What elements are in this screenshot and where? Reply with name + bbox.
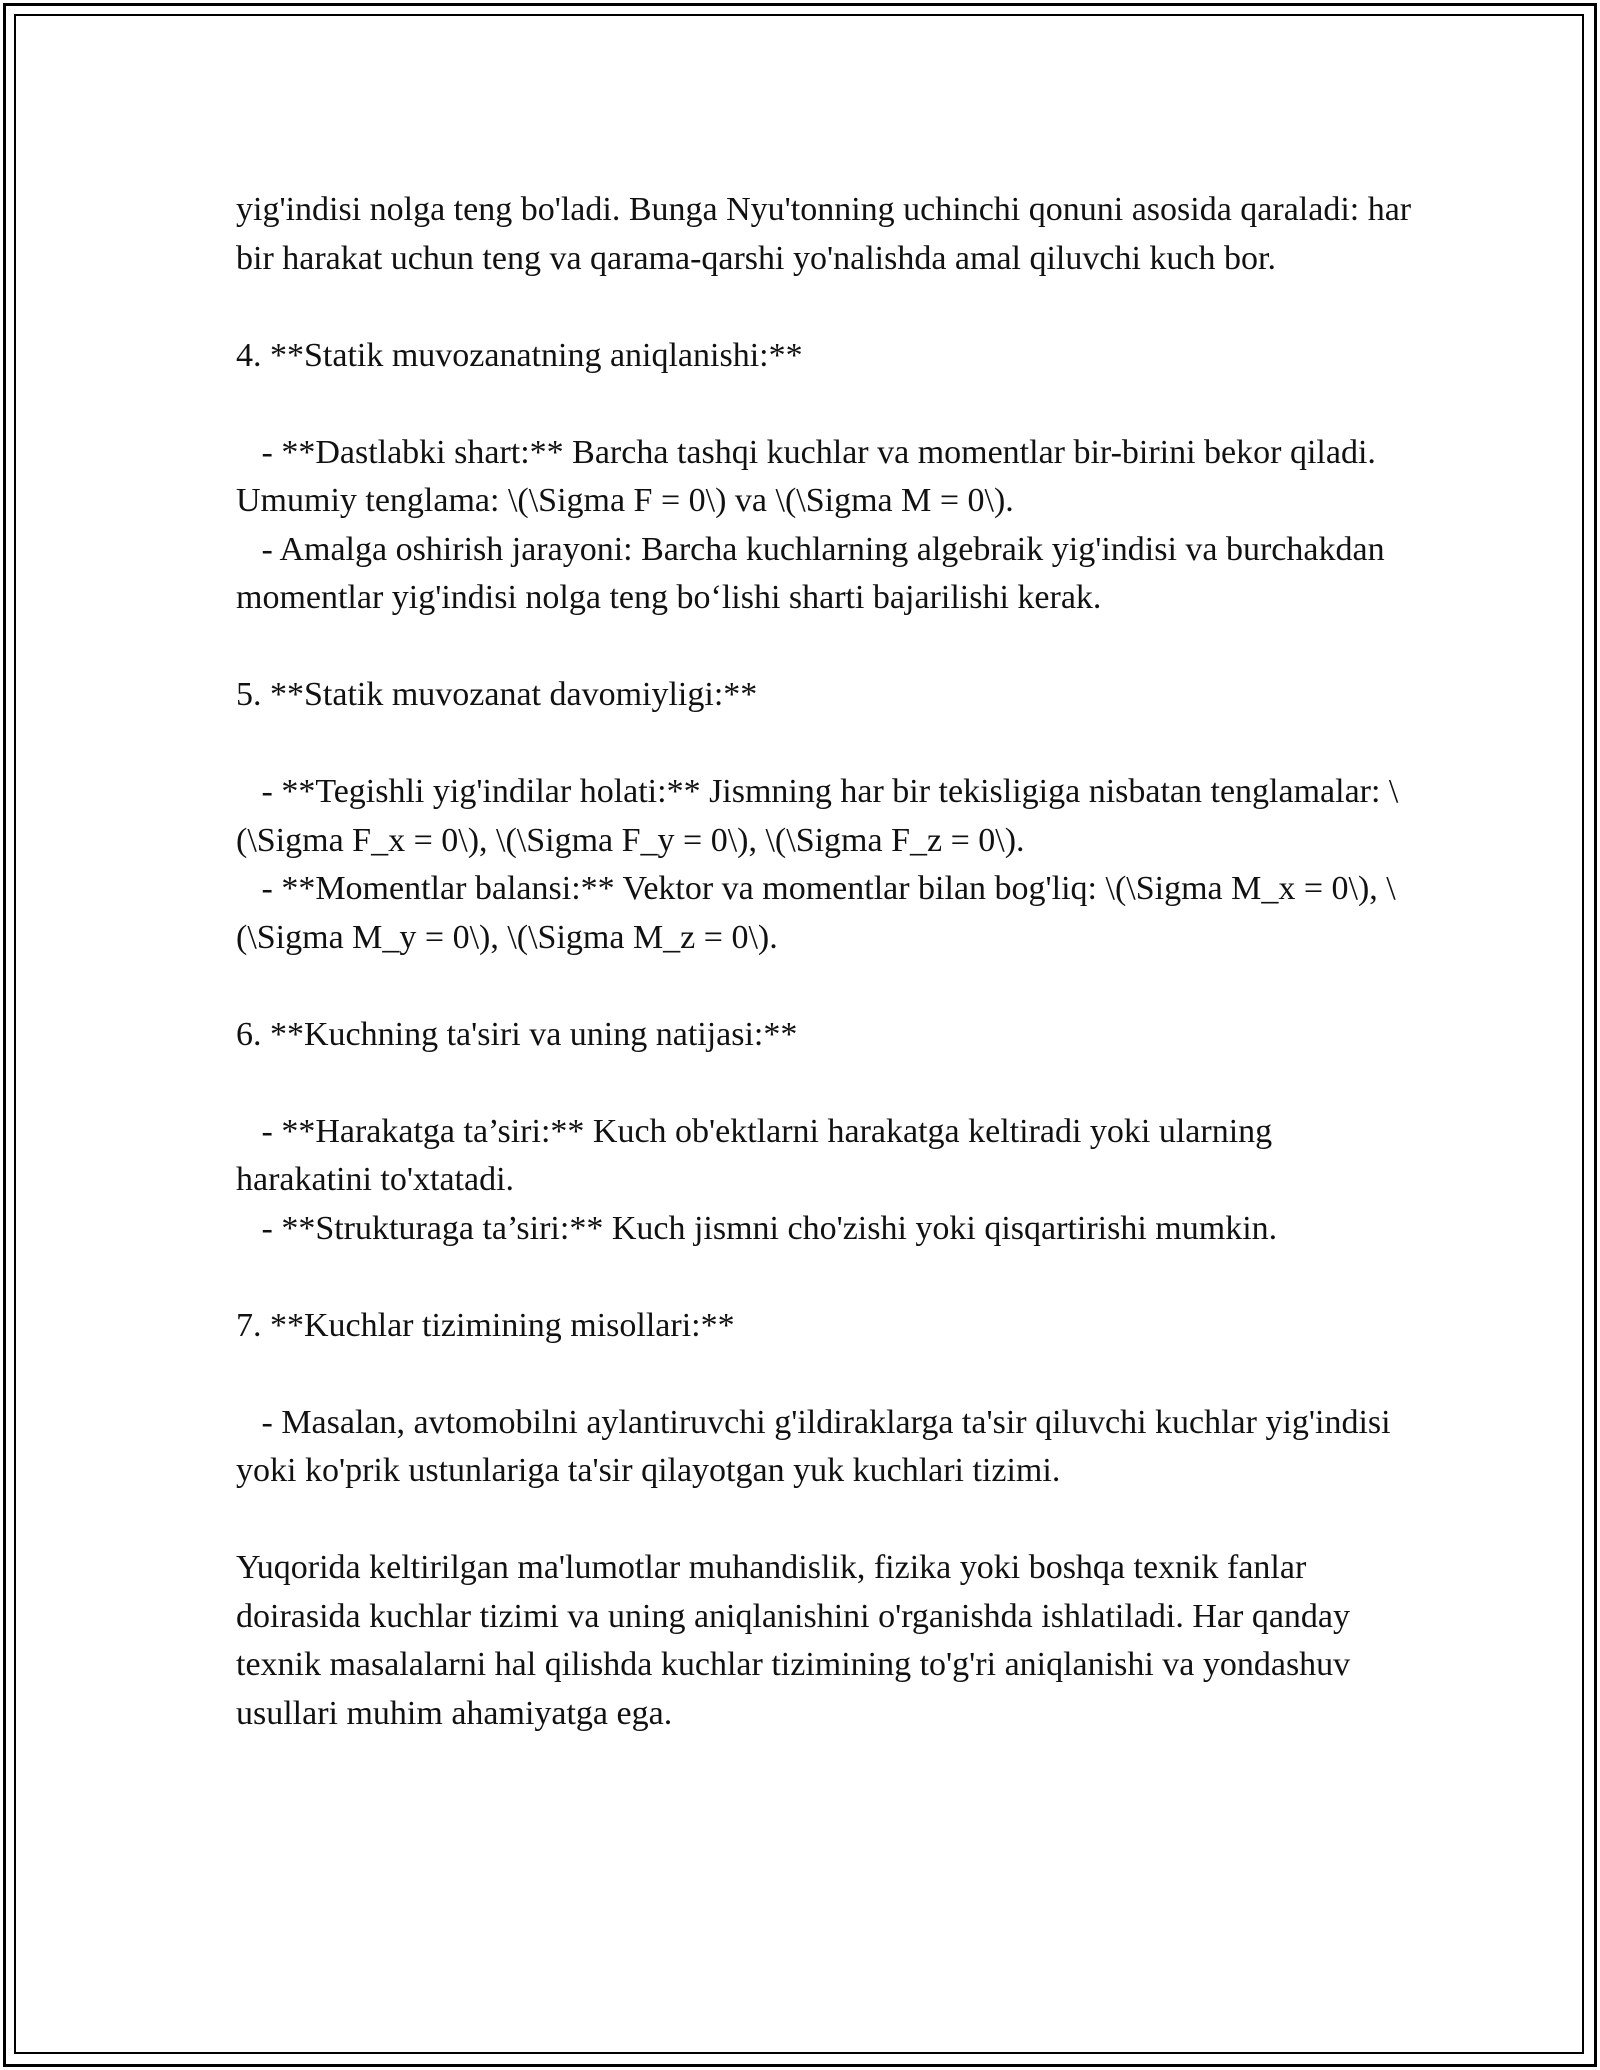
section-5-item-2: - **Momentlar balansi:** Vektor va momentlar bilan bog'liq: \(\Sigma M_x = 0\), \(\Sigma M_y = 0\), \(\Sigma M_z = 0\). xyxy=(236,870,1396,956)
spacer xyxy=(236,283,1416,332)
section-6-item-1: - **Harakatga ta’siri:** Kuch ob'ektlarni harakatga keltiradi yoki ularning harakatini to'xtatadi. xyxy=(236,1112,1281,1198)
spacer xyxy=(236,1496,1416,1545)
section-heading-4: 4. **Statik muvozanatning aniqlanishi:** xyxy=(236,336,803,374)
section-7-item-1: - Masalan, avtomobilni aylantiruvchi g'ildiraklarga ta'sir qiluvchi kuchlar yig'indisi yoki ko'prik ustunlariga ta'sir qilayotgan yuk kuchlari tizimi. xyxy=(236,1403,1400,1489)
spacer xyxy=(236,623,1416,672)
spacer xyxy=(236,962,1416,1011)
section-heading-6: 6. **Kuchning ta'siri va uning natijasi:** xyxy=(236,1015,798,1053)
intro-paragraph: yig'indisi nolga teng bo'ladi. Bunga Nyu'tonning uchinchi qonuni asosida qaraladi: har bir harakat uchun teng va qarama-qarshi yo'nalishda amal qiluvchi kuch bor. xyxy=(236,191,1420,277)
section-5-item-1: - **Tegishli yig'indilar holati:** Jismning har bir tekisligiga nisbatan tenglamalar: \(\Sigma F_x = 0\), \(\Sigma F_y = 0\), \(\Sigma F_z = 0\). xyxy=(236,773,1399,859)
section-heading-7: 7. **Kuchlar tizimining misollari:** xyxy=(236,1306,735,1344)
section-4-item-2: - Amalga oshirish jarayoni: Barcha kuchlarning algebraik yig'indisi va burchakdan momentlar yig'indisi nolga teng bo‘lishi sharti bajarilishi kerak. xyxy=(236,530,1394,616)
spacer xyxy=(236,1253,1416,1302)
spacer xyxy=(236,380,1416,429)
section-4-item-1: - **Dastlabki shart:** Barcha tashqi kuchlar va momentlar bir-birini bekor qiladi. Umumiy tenglama: \(\Sigma F = 0\) va \(\Sigma M = 0\). xyxy=(236,433,1385,519)
conclusion-paragraph: Yuqorida keltirilgan ma'lumotlar muhandislik, fizika yoki boshqa texnik fanlar doirasida kuchlar tizimi va uning aniqlanishini o'rganishda ishlatiladi. Har qanday texnik masalalarni hal qilishda kuchlar tizimining to'g'ri aniqlanishi va yondashuv usullari muhim ahamiyatga ega. xyxy=(236,1549,1359,1732)
section-heading-5: 5. **Statik muvozanat davomiyligi:** xyxy=(236,676,758,713)
document-body xyxy=(236,186,1420,1738)
spacer xyxy=(236,720,1416,769)
section-6-item-2: - **Strukturaga ta’siri:** Kuch jismni cho'zishi yoki qisqartirishi mumkin. xyxy=(236,1209,1278,1247)
spacer xyxy=(236,1350,1416,1399)
spacer xyxy=(236,1059,1416,1108)
